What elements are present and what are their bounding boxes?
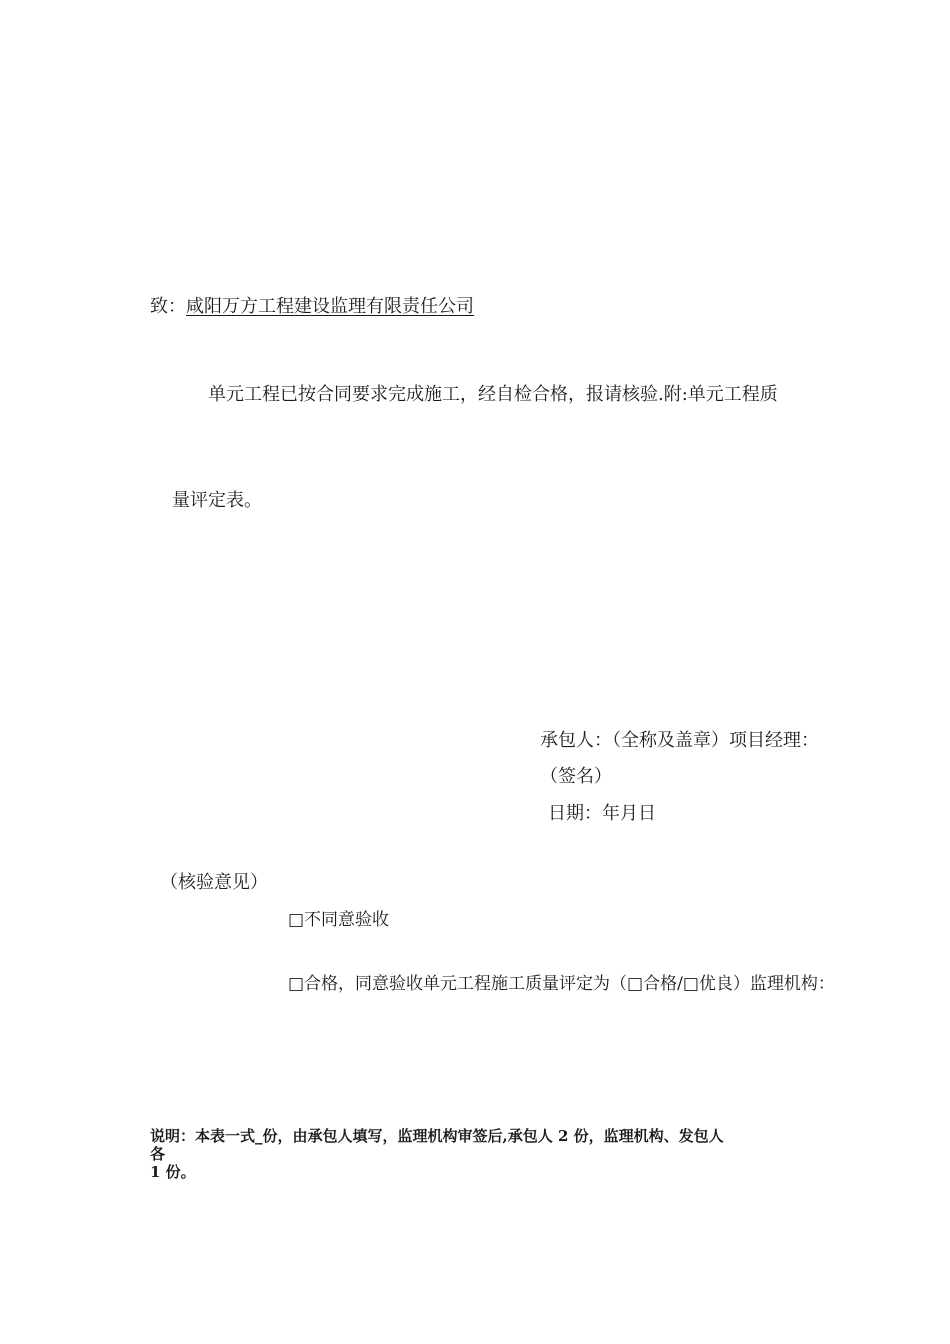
note-line-3: 1 份。 [150,1163,196,1181]
addressee-label: 致： [150,296,186,317]
date-label: 日期：年月日 [548,803,656,824]
body-text-line-2: 量评定表。 [172,490,262,511]
option-agree: □合格，同意验收单元工程施工质量评定为（□合格/□优良）监理机构： [288,974,835,994]
body-text-line-1: 单元工程已按合同要求完成施工，经自检合格，报请核验.附:单元工程质 [208,384,778,405]
option-disagree: □不同意验收 [288,910,390,930]
signature-label: （签名） [540,766,612,787]
review-opinion-title: （核验意见） [160,872,268,893]
note-line-2: 各 [150,1145,166,1163]
form-note [150,1127,800,1181]
contractor-signature-line: 承包人：（全称及盖章）项目经理： [540,730,819,751]
addressee-company: 咸阳万方工程建设监理有限责任公司 [186,296,474,317]
addressee-line [150,296,474,318]
note-line-1: 说明：本表一式_份，由承包人填写，监理机构审签后,承包人 2 份，监理机构、发包人 [150,1127,724,1145]
